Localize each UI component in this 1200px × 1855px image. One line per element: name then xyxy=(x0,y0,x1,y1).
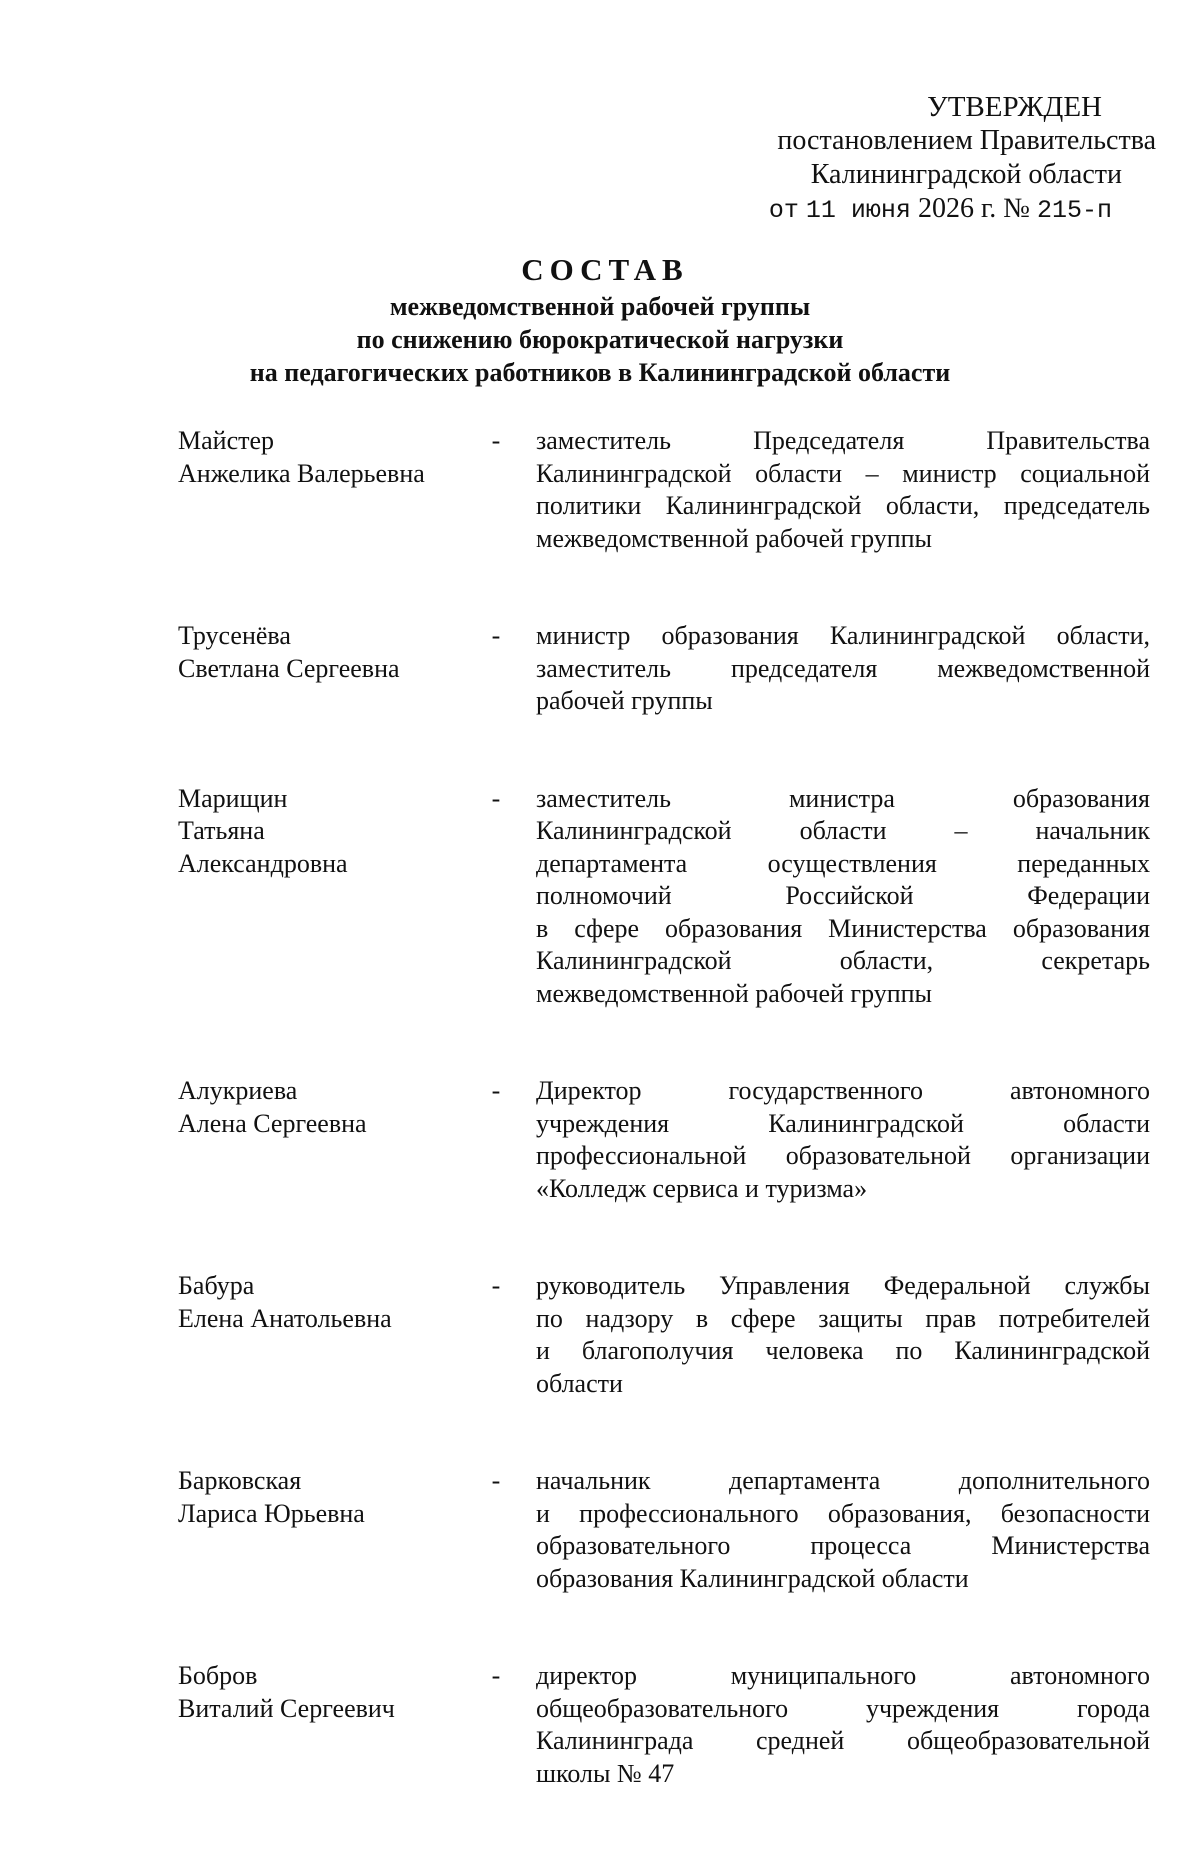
member-surname: Барковская xyxy=(178,1466,302,1495)
member-dash: - xyxy=(491,1076,501,1105)
member-role-line: «Колледж сервиса и туризма» xyxy=(536,1173,868,1203)
member-name xyxy=(178,1075,478,1140)
approval-line-region: Калининградской области xyxy=(810,159,1122,190)
year-suffix: г. xyxy=(980,193,997,224)
member-surname: Марищин xyxy=(178,783,288,813)
member-role-line: заместитель Председателя Правительства xyxy=(536,426,1150,455)
member-role-line: образовательного процесса Министерства xyxy=(536,1531,1150,1560)
member-role-line: начальник департамента дополнительного xyxy=(536,1466,1150,1495)
member-role-line: Калининграда средней общеобразовательной xyxy=(536,1726,1150,1755)
member-entry xyxy=(178,1075,1150,1205)
member-role-line: межведомственной рабочей группы xyxy=(536,523,933,553)
member-name xyxy=(178,783,478,881)
member-surname: Майстер xyxy=(178,426,275,455)
member-role-line: общеобразовательного учреждения города xyxy=(536,1693,1150,1723)
member-role-line: Калининградской области – министр социальной xyxy=(536,458,1150,488)
number-sign: № xyxy=(1003,193,1030,224)
member-role-line: министр образования Калининградской области, xyxy=(536,621,1150,650)
member-surname: Трусенёва xyxy=(178,621,291,650)
member-role-line: полномочий Российской Федерации xyxy=(536,881,1150,910)
member-entry xyxy=(178,783,1150,1011)
date-prefix: от xyxy=(768,196,799,225)
decree-number: 215-п xyxy=(1036,196,1112,225)
member-role-line: по надзору в сфере защиты прав потребителей xyxy=(536,1303,1150,1333)
member-role-line: учреждения Калининградской области xyxy=(536,1108,1150,1138)
member-role-line: Директор государственного автономного xyxy=(536,1076,1150,1105)
member-given-name: Елена Анатольевна xyxy=(178,1303,392,1333)
member-entry xyxy=(178,1465,1150,1595)
member-role-line: и благополучия человека по Калининградской xyxy=(536,1336,1150,1365)
member-name xyxy=(178,1270,478,1335)
member-role-line: заместитель министра образования xyxy=(536,783,1150,813)
title-line-2: по снижению бюрократической нагрузки xyxy=(356,325,844,354)
title-heading: СОСТАВ xyxy=(521,252,689,287)
approval-block xyxy=(730,90,1160,228)
member-role-line: Калининградской области, секретарь xyxy=(536,946,1150,975)
member-role-line: в сфере образования Министерства образования xyxy=(536,913,1150,943)
member-dash: - xyxy=(491,1661,501,1690)
title-line-3: на педагогических работников в Калининградской области xyxy=(249,358,951,387)
member-given-name: Алена Сергеевна xyxy=(178,1108,367,1138)
member-role xyxy=(536,425,1150,555)
member-surname: Бабура xyxy=(178,1271,255,1300)
member-surname: Алукриева xyxy=(178,1076,298,1105)
member-role-line: департамента осуществления переданных xyxy=(536,848,1150,878)
member-name xyxy=(178,1660,478,1725)
member-dash: - xyxy=(491,621,501,650)
member-dash: - xyxy=(491,1271,501,1300)
member-given-name: Лариса Юрьевна xyxy=(178,1498,365,1528)
approval-word: УТВЕРЖДЕН xyxy=(927,91,1102,123)
member-role xyxy=(536,1270,1150,1400)
member-given-name: Татьяна xyxy=(178,816,265,845)
member-role xyxy=(536,783,1150,1011)
member-dash: - xyxy=(491,1466,501,1495)
member-name xyxy=(178,1465,478,1530)
member-role-line: образования Калининградской области xyxy=(536,1563,969,1593)
member-name xyxy=(178,425,478,490)
member-role-line: Калининградской области – начальник xyxy=(536,816,1150,845)
date-year: 2026 xyxy=(917,193,974,224)
member-role-line: политики Калининградской области, председатель xyxy=(536,491,1150,520)
member-role xyxy=(536,1075,1150,1205)
member-role-line: заместитель председателя межведомственной xyxy=(536,653,1150,683)
member-entry xyxy=(178,1270,1150,1400)
member-entry xyxy=(178,620,1150,718)
member-name xyxy=(178,620,478,685)
member-entry xyxy=(178,425,1150,555)
member-surname: Бобров xyxy=(178,1661,258,1690)
approval-date-line xyxy=(730,192,1160,228)
member-role-line: рабочей группы xyxy=(536,686,713,715)
member-dash: - xyxy=(491,426,501,455)
member-given-name: Светлана Сергеевна xyxy=(178,653,400,683)
member-role-line: и профессионального образования, безопасности xyxy=(536,1498,1150,1528)
member-given-name: Александровна xyxy=(178,848,348,878)
member-role-line: школы № 47 xyxy=(536,1758,675,1788)
member-role-line: области xyxy=(536,1368,623,1398)
member-role xyxy=(536,620,1150,718)
member-role-line: профессиональной образовательной организации xyxy=(536,1141,1150,1170)
title-line-1: межведомственной рабочей группы xyxy=(389,292,811,321)
members-list xyxy=(178,425,1150,1855)
member-role xyxy=(536,1660,1150,1790)
member-role-line: руководитель Управления Федеральной службы xyxy=(536,1271,1150,1300)
member-role-line: межведомственной рабочей группы xyxy=(536,978,933,1008)
date-day-month: 11 июня xyxy=(805,196,911,225)
member-dash: - xyxy=(491,783,501,813)
member-given-name: Виталий Сергеевич xyxy=(178,1693,395,1723)
member-entry xyxy=(178,1660,1150,1790)
member-given-name: Анжелика Валерьевна xyxy=(178,458,425,488)
member-role xyxy=(536,1465,1150,1595)
member-role-line: директор муниципального автономного xyxy=(536,1661,1150,1690)
document-title xyxy=(0,250,1200,389)
approval-line-decree: постановлением Правительства xyxy=(777,125,1156,156)
